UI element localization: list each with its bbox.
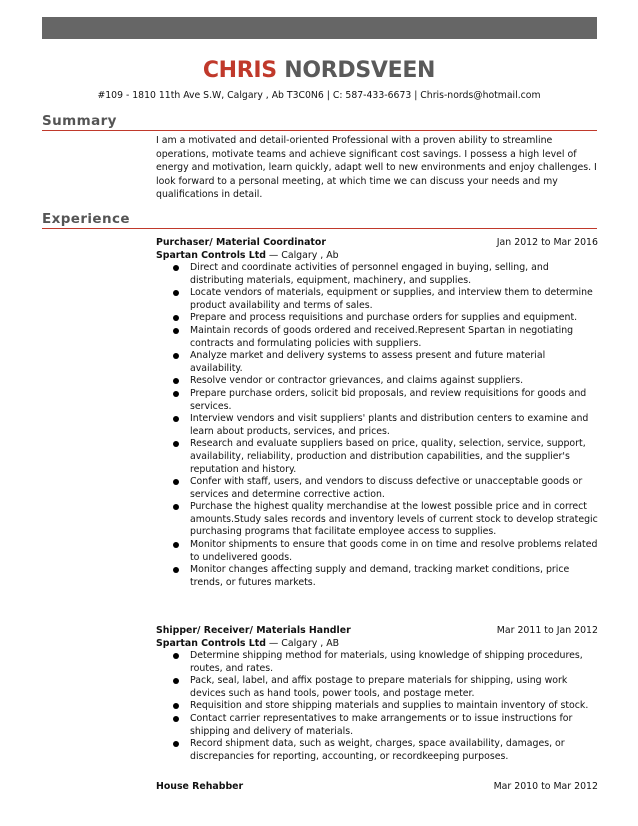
bullet-icon [173,315,179,321]
job-header [156,624,598,637]
list-item: Resolve vendor or contractor grievances, and claims against suppliers. [156,375,598,388]
bullet-icon [173,328,179,334]
company-name: Spartan Controls Ltd [156,250,266,261]
list-item: Contact carrier representatives to make arrangements or to issue instructions for shipping and delivery of materials. [156,713,598,738]
bullet-icon [173,716,179,722]
list-item: Direct and coordinate activities of personnel engaged in buying, selling, and distributing materials, equipment, machinery, and supplies. [156,262,598,287]
job-duties [156,650,598,763]
summary-divider [42,130,597,131]
job-entry-2 [156,624,598,763]
first-name: CHRIS [202,58,277,83]
job-dates: Mar 2010 to Mar 2012 [493,781,598,792]
job-title: House Rehabber [156,781,244,792]
list-item: Locate vendors of materials, equipment or supplies, and interview them to determine product availability and terms of sales. [156,287,598,312]
bullet-icon [173,741,179,747]
contact-line: #109 - 1810 11th Ave S.W, Calgary , Ab T3C0N6 | C: 587-433-6673 | Chris-nords@hotmail.com [97,90,541,101]
company-location: — Calgary , Ab [265,250,339,261]
bullet-icon [173,378,179,384]
list-item: Purchase the highest quality merchandise at the lowest possible price and in correct amounts.Study sales records and inventory levels of current stock to develop strategic purchasing programs that facilitate employee access to supplies. [156,501,598,539]
list-item: Requisition and store shipping materials and supplies to maintain inventory of stock. [156,700,598,713]
job-title: Shipper/ Receiver/ Materials Handler [156,625,351,636]
bullet-icon [173,353,179,359]
bullet-icon [173,441,179,447]
job-dates: Jan 2012 to Mar 2016 [496,237,598,248]
job-dates: Mar 2011 to Jan 2012 [496,625,598,636]
company-location: — Calgary , AB [265,638,340,649]
list-item: Interview vendors and visit suppliers' plants and distribution centers to examine and learn about products, services, and prices. [156,413,598,438]
bullet-icon [173,416,179,422]
experience-divider [42,228,597,229]
list-item: Maintain records of goods ordered and received.Represent Spartan in negotiating contracts and formulating policies with suppliers. [156,325,598,350]
last-name: NORDSVEEN [284,58,436,83]
job-duties [156,262,598,589]
bullet-icon [173,265,179,271]
job-header [156,780,598,793]
bullet-icon [173,703,179,709]
experience-heading: Experience [42,211,130,227]
list-item: Research and evaluate suppliers based on price, quality, selection, service, support, availability, reliability, production and distribution capabilities, and the supplier's reputation and history. [156,438,598,476]
job-entry-1 [156,236,598,589]
company-name: Spartan Controls Ltd [156,638,266,649]
list-item: Confer with staff, users, and vendors to discuss defective or unacceptable goods or services and determine corrective action. [156,476,598,501]
header-bar [42,17,597,39]
bullet-icon [173,479,179,485]
job-entry-3 [156,780,598,793]
job-title: Purchaser/ Material Coordinator [156,237,326,248]
list-item: Analyze market and delivery systems to assess present and future material availability. [156,350,598,375]
summary-heading: Summary [42,113,117,129]
list-item: Prepare and process requisitions and purchase orders for supplies and equipment. [156,312,598,325]
summary-text: I am a motivated and detail-oriented Professional with a proven ability to streamline operations, motivate teams and achieve significant cost savings. I possess a high level of energy and motivation, learn quickly, adapt well to new environments and enjoy challenges. I look forward to a personal meeting, at which time we can discuss your needs and my qualifications in detail. [156,135,597,200]
bullet-icon [173,678,179,684]
bullet-icon [173,567,179,573]
bullet-icon [173,542,179,548]
job-company [156,249,598,262]
list-item: Pack, seal, label, and affix postage to prepare materials for shipping, using work devices such as hand tools, power tools, and postage meter. [156,675,598,700]
list-item: Monitor changes affecting supply and demand, tracking market conditions, price trends, or futures markets. [156,564,598,589]
job-header [156,236,598,249]
job-company [156,637,598,650]
bullet-icon [173,653,179,659]
bullet-icon [173,504,179,510]
bullet-icon [173,290,179,296]
candidate-name [0,58,638,83]
bullet-icon [173,391,179,397]
list-item: Monitor shipments to ensure that goods come in on time and resolve problems related to undelivered goods. [156,539,598,564]
list-item: Record shipment data, such as weight, charges, space availability, damages, or discrepancies for reporting, accounting, or recordkeeping purposes. [156,738,598,763]
list-item: Prepare purchase orders, solicit bid proposals, and review requisitions for goods and services. [156,388,598,413]
list-item: Determine shipping method for materials, using knowledge of shipping procedures, routes, and rates. [156,650,598,675]
